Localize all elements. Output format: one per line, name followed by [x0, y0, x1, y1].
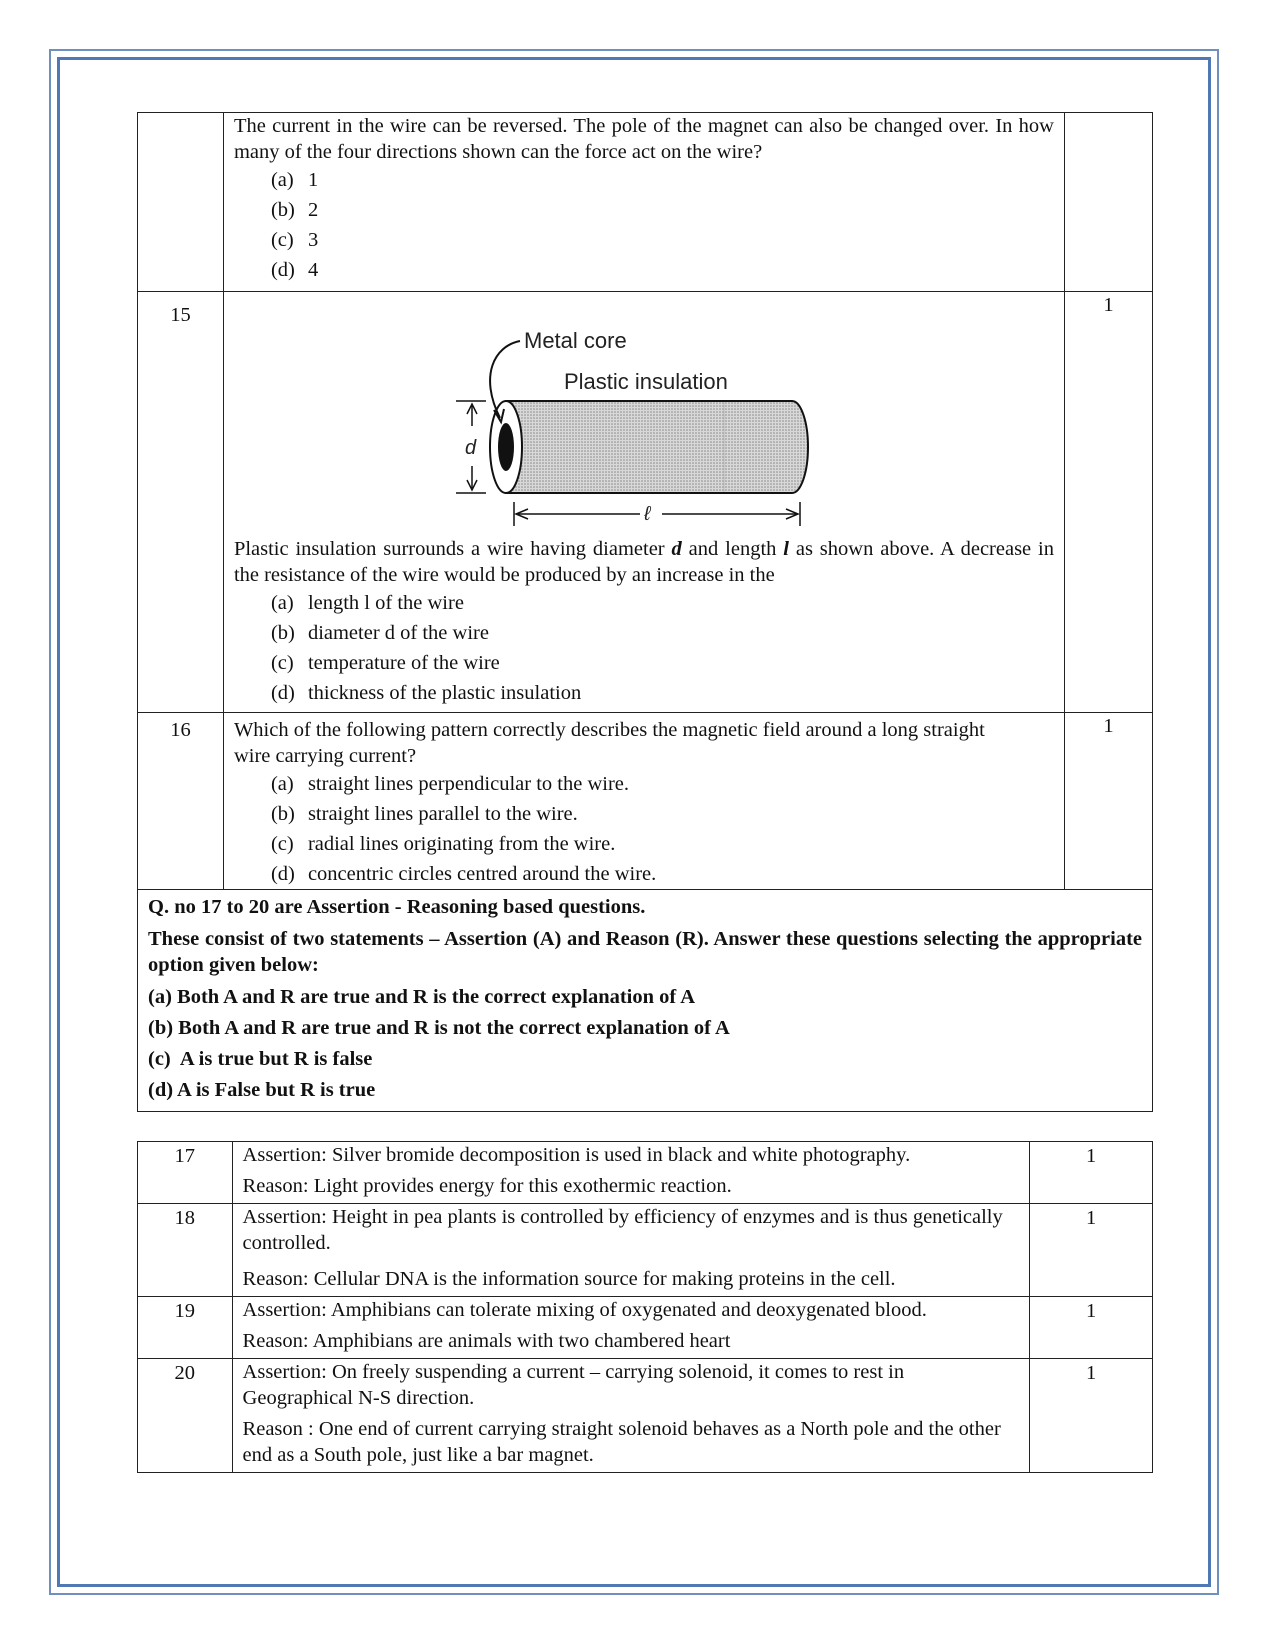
assertion-reason-instructions [138, 890, 1153, 1112]
assertion-text: Assertion: Height in pea plants is controlled by efficiency of enzymes and is thus genetically controlled. [242, 1206, 1003, 1254]
question-body [232, 1204, 1030, 1297]
question-stem: The current in the wire can be reversed. The pole of the magnet can also be changed over. In how many of the four directions shown can the force act on the wire? [233, 115, 1054, 163]
d-dimension-label: d [464, 437, 477, 459]
option: (d) 4 [270, 259, 319, 281]
marks: 1 [1030, 1359, 1153, 1473]
reason-text: Reason: Light provides energy for this exothermic reaction. [242, 1175, 732, 1197]
question-number: 16 [138, 713, 224, 890]
wire-figure [234, 292, 1054, 536]
metal-core-end [498, 423, 514, 471]
choice-d: (d) A is False but R is true [148, 1079, 376, 1101]
insulation-body [506, 401, 808, 493]
question-body [232, 1297, 1030, 1359]
reason-text: Reason: Cellular DNA is the information source for making proteins in the cell. [242, 1268, 896, 1290]
question-body [232, 1142, 1030, 1204]
reason-text: Reason: Amphibians are animals with two chambered heart [242, 1330, 731, 1352]
section-heading: Q. no 17 to 20 are Assertion - Reasoning based questions. [148, 896, 646, 918]
options-list [271, 769, 1054, 889]
choice-b: (b) Both A and R are true and R is not the correct explanation of A [148, 1017, 730, 1039]
marks: 1 [1030, 1297, 1153, 1359]
option: (c) radial lines originating from the wire. [270, 833, 616, 855]
question-row-18 [138, 1204, 1153, 1297]
questions-table [137, 112, 1153, 1112]
question-row-14-continued [138, 113, 1153, 292]
instructions-cell [138, 890, 1153, 1112]
assertion-text: Assertion: On freely suspending a current – carrying solenoid, it comes to rest in Geographical N-S direction. [242, 1361, 905, 1409]
assertion-text: Assertion: Silver bromide decomposition is used in black and white photography. [242, 1144, 911, 1166]
option: (c) 3 [270, 229, 319, 251]
assertion-text: Assertion: Amphibians can tolerate mixing of oxygenated and deoxygenated blood. [242, 1299, 927, 1321]
l-dimension-label: ℓ [643, 503, 651, 525]
reason-text: Reason : One end of current carrying straight solenoid behaves as a North pole and the other end as a South pole, just like a bar magnet. [242, 1418, 1001, 1466]
plastic-insulation-label: Plastic insulation [563, 369, 728, 394]
insulated-wire-diagram [434, 306, 854, 526]
question-stem: Plastic insulation surrounds a wire having diameter d and length l as shown above. A decrease in the resistance of the wire would be produced by an increase in the [233, 538, 1054, 586]
option: (c) temperature of the wire [270, 652, 500, 674]
options-list [271, 588, 1054, 708]
question-row-16 [138, 713, 1153, 890]
option: (d) thickness of the plastic insulation [270, 682, 582, 704]
option: (b) 2 [270, 199, 319, 221]
marks: 1 [1030, 1142, 1153, 1204]
option: (d) concentric circles centred around the wire. [270, 863, 657, 885]
question-body [232, 1359, 1030, 1473]
question-number-cell [138, 113, 224, 292]
marks: 1 [1064, 713, 1152, 890]
option: (a) 1 [270, 169, 319, 191]
choice-c: (c) A is true but R is false [148, 1048, 373, 1070]
question-body [223, 713, 1064, 890]
question-row-20 [138, 1359, 1153, 1473]
assertion-reason-table [137, 1141, 1153, 1473]
question-body [223, 292, 1064, 713]
question-body [223, 113, 1064, 292]
marks: 1 [1064, 292, 1152, 713]
choice-a: (a) Both A and R are true and R is the correct explanation of A [148, 986, 696, 1008]
question-number: 15 [138, 292, 224, 713]
question-row-15 [138, 292, 1153, 713]
question-stem: Which of the following pattern correctly describes the magnetic field around a long straight wire carrying current? [233, 719, 985, 767]
option: (a) straight lines perpendicular to the wire. [270, 773, 630, 795]
section-instruction: These consist of two statements – Assertion (A) and Reason (R). Answer these questions selecting the appropriate option given below: [148, 928, 1142, 976]
option: (a) length l of the wire [270, 592, 464, 614]
question-number: 20 [138, 1359, 233, 1473]
marks: 1 [1030, 1204, 1153, 1297]
metal-core-label: Metal core [523, 328, 627, 353]
options-list [271, 165, 1054, 285]
question-row-17 [138, 1142, 1153, 1204]
question-number: 19 [138, 1297, 233, 1359]
option: (b) diameter d of the wire [270, 622, 489, 644]
question-row-19 [138, 1297, 1153, 1359]
question-number: 17 [138, 1142, 233, 1204]
option: (b) straight lines parallel to the wire. [270, 803, 578, 825]
question-number: 18 [138, 1204, 233, 1297]
marks-cell [1064, 113, 1152, 292]
